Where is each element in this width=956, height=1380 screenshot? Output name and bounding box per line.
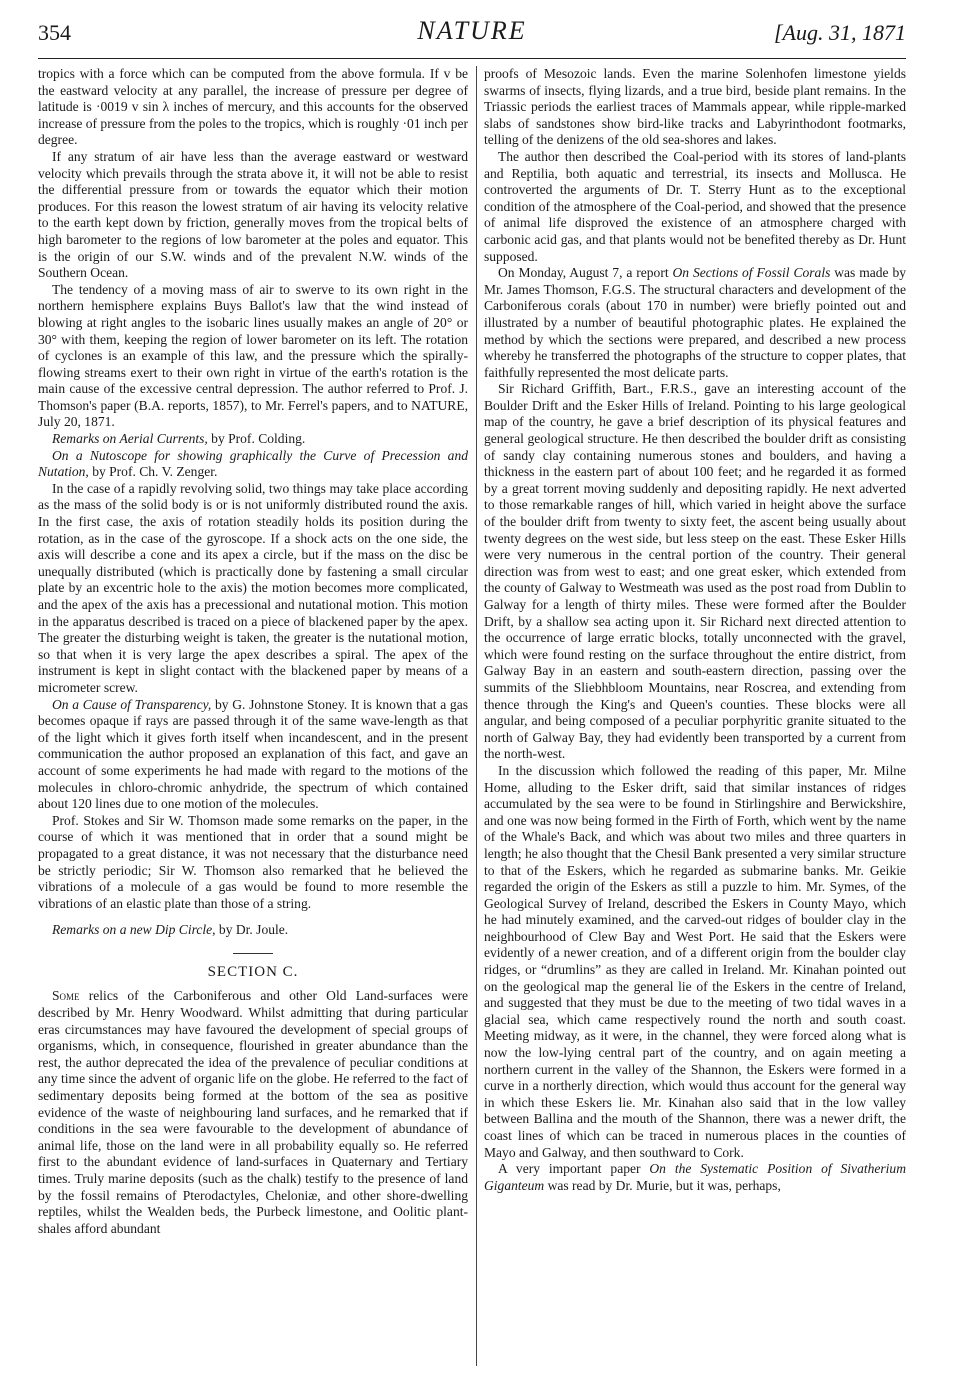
paper-title: Remarks on Aerial Currents,	[52, 431, 208, 447]
paragraph-text: by G. Johnstone Stoney. It is known that a gas becomes opaque if rays are passed through it of the same wave-length as that of the light which it gives forth itself when incandescent, and in the present communication the author proposed an explanation of this fact, and gave an account of some experiments he had made with regard to the motions of the molecules in chloro-chromic anhydride, the spectrum of which contained about 120 lines due to one motion of the molecules.	[38, 696, 468, 812]
page-number: 354	[38, 20, 71, 45]
paragraph	[38, 697, 468, 813]
paragraph: Sir Richard Griffith, Bart., F.R.S., gave an interesting account of the Boulder Drift and the Esker Hills of Ireland. Pointing to his large geological map of the country, he gave a brief description of its physical features and general geological structure. He then described the boulder drift as consisting of sandy clay containing numerous stones and boulders, and having a thickness in the eastern part of about 100 feet; and he regarded it as formed by a great torrent moving suddenly and depositing rapidly. He next adverted to those remarkable ranges of hill, which varied in height above the surface of the boulder drift from twenty to sixty feet, the ascent being usually about twenty degrees on the west side, but less steep on the east. These Esker Hills were very numerous in the central portion of the country. Their general direction was from west to east; and one great esker, which extended from the county of Galway to Westmeath was used as the post road from Dublin to Galway for a length of thirty miles. These were formed after the Boulder Drift, by a shallow sea acting upon it. Sir Richard next directed attention to the occurrence of large erratic blocks, totally unconnected with the gravel, which were found resting on the surface throughout the entire district, from Galway Bay in an eastern and south-eastern direction, passing over the summits of the Sliebhbloom Mountains, near Roscrea, and extending from thence through the King's and Queen's counties. These blocks were all angular, and being composed of a peculiar porphyritic granite situated to the north of Galway Bay, they had evidently been transported by a current from the north-west.	[484, 381, 906, 762]
paragraph	[484, 265, 906, 381]
paper-author: by Prof. Ch. V. Zenger.	[88, 464, 218, 480]
paper-title-entry	[38, 448, 468, 481]
paragraph-text: relics of the Carboniferous and other Old Land-surfaces were described by Mr. Henry Woodward. Whilst admitting that during particular eras circumstances may have favoured the development of special groups of organisms, which, in consequence, flourished in greater abundance than the rest, the author deprecated the idea of the prevalence of peculiar conditions at any time since the advent of organic life on the globe. He referred to the fact of sedimentary deposits being formed at the bottom of the sea as positive evidence of the waste of neighbouring land surfaces, and he remarked that if conditions in the sea were favourable to the development of abundance of animal life, those on the land were in all probability equally so. He referred first to the abundant evidence of land-surfaces in Quaternary and Tertiary times. Truly marine deposits (such as the chalk) testify to the presence of land by the fossil remains of Pterodactyles, Cheloniæ, and other shore-dwelling reptiles, whilst the Wealden beds, the Purbeck limestone, and Oolitic plant-shales afford abundant	[38, 988, 468, 1236]
issue-date: [Aug. 31, 1871	[774, 20, 906, 45]
section-rule	[233, 953, 273, 954]
paragraph-text: was made by Mr. James Thomson, F.G.S. The structural characters and development of the Carboniferous corals (about 170 in number) were briefly pointed out and illustrated by a number of beautiful photographic plates. He explained the method by which the sections were prepared, and described a new process whereby he transferred the photographs of the structure to copper plates, that faithfully represented the most delicate parts.	[484, 265, 906, 380]
paragraph: proofs of Mesozoic lands. Even the marine Solenhofen limestone yields swarms of insects, flying lizards, and a true bird, beside plant remains. In the Triassic periods the earliest traces of Mammals appear, while ripple-marked slabs of sandstones show bird-like tracks and Labyrinthodont footmarks, telling of the denizens of the old sea-shores and lakes.	[484, 66, 906, 148]
paper-author: by Dr. Joule.	[215, 922, 289, 938]
paper-title: On a Nutoscope for showing graphically the Curve of Precession and Nutation,	[38, 447, 468, 480]
paragraph: Prof. Stokes and Sir W. Thomson made some remarks on the paper, in the course of which it was mentioned that in order that a sound might be propagated to a great distance, it was not necessary that the disturbance need be strictly periodic; Sir W. Thomson also remarked that he believed the vibrations of a molecule of a gas would be found to more resemble the vibrations of an elastic plate than those of a string.	[38, 812, 468, 911]
paper-title: On a Cause of Transparency,	[52, 696, 212, 712]
paragraph: The tendency of a moving mass of air to swerve to its own right in the northern hemisphere explains Buys Ballot's law that the wind instead of blowing at right angles to the isobaric lines usually makes an angle of 20° or 30° with them, keeping the region of lower barometer on its left. The rotation of cyclones is an example of this law, and the pressure which the spirally-flowing streams exert to their own right in virtue of the earth's rotation is the main cause of the excessive central depression. The author referred to Prof. J. Thomson's paper (B.A. reports, 1857), to Mr. Ferrel's papers, and to NATURE, July 20, 1871.	[38, 281, 468, 430]
paragraph: In the case of a rapidly revolving solid, two things may take place according as the mass of the solid body is or is not uniformly distributed round the axis. In the first case, the axis of rotation steadily holds its position during the rotation, as in the case of the gyroscope. If a shock acts on the one side, the axis will describe a cone and its apex a circle, but if the mass on the disc be unequally distributed (which is practically done by fastening a small circular plate by an excentric hole to the axis) the motion becomes more complicated, and the apex of the axis has a precessional and nutational motion. This motion in the apparatus described is traced on a piece of blackened paper by the apex. The greater the disturbing weight is taken, the greater is the nutational motion, so that when it is very large the apex describes a spiral. The apex of the instrument is kept in slight contact with the blackened paper by means of a micrometer screw.	[38, 480, 468, 695]
paper-title: On Sections of Fossil Corals	[672, 265, 831, 281]
drop-word: Some	[52, 988, 80, 1004]
paragraph-text: A very important paper	[498, 1161, 650, 1177]
paper-title: Remarks on a new Dip Circle,	[52, 922, 216, 938]
paper-author: by Prof. Colding.	[207, 431, 306, 447]
paragraph: In the discussion which followed the reading of this paper, Mr. Milne Home, alluding to the Esker drift, said that similar instances of ridges accumulated by the sea were to be found in Stirlingshire and Berwickshire, and one was now being formed in the Firth of Forth, which went by the name of the Whale's Back, and which was about two miles and three quarters in length; he also thought that the Chesil Bank presented a very similar structure to that of the Eskers, which he regarded as submarine banks. Mr. Geikie regarded the origin of the Eskers as still a puzzle to him. Mr. Symes, of the Geological Survey of Ireland, described the Eskers in County Mayo, which he had minutely examined, and the carved-out ridges of boulder clay in the neighbourhood of Clew Bay and West Port. He said that the Eskers were evidently of a newer creation, and of a different origin from the boulder clay ridges, or “drumlins” as they are called in Ireland. Mr. Kinahan pointed out on the geological map the general lie of the Eskers in the centre of Ireland, and suggested that they must be due to the meeting of two tidal waves in a glacial sea, which came respectively round the north and south coast. Meeting midway, as it were, in the channel, they were forced along what is now the low-lying central part of the country, and on again meeting a northern current in the valley of the Shannon, the Eskers were formed in a curve in a northerly direction, which would thus account for the general way in which these Eskers lie. Mr. Kinahan also said that in the low valley between Ballina and the mouth of the Shannon, there was a newer drift, the coast lines of which can be traced in numerous places in the counties of Mayo and Galway, and then southward to Cork.	[484, 762, 906, 1160]
page-header	[38, 16, 906, 50]
column-divider	[476, 66, 477, 1366]
paper-title: On the Systematic Position of Sivatherium Giganteum	[484, 1161, 906, 1193]
journal-title: NATURE	[417, 16, 527, 45]
header-rule	[38, 58, 906, 59]
paragraph	[484, 1161, 906, 1194]
paragraph: If any stratum of air have less than the average eastward or westward velocity which prevails through the strata above it, it will not be able to resist the differential pressure from or towards the equator which their motion produces. For this reason the lowest stratum of air having its velocity relative to the earth kept down by friction, generally moves from the tropical belts of high barometer to the regions of low barometer at the poles and equator. This is the origin of our S.W. winds and of the prevalent N.W. winds of the Southern Ocean.	[38, 148, 468, 281]
paragraph	[38, 988, 468, 1237]
paper-title-entry	[38, 431, 468, 448]
right-column	[484, 66, 906, 1366]
paragraph: tropics with a force which can be computed from the above formula. If v be the eastward velocity at any parallel, the increase of pressure per degree of latitude is ·0019 v sin λ inches of mercury, and this accounts for the observed increase of pressure from the poles to the tropics, which is roughly ·01 inch per degree.	[38, 66, 468, 148]
paper-title-entry	[38, 922, 468, 939]
paragraph: The author then described the Coal-period with its stores of land-plants and Reptilia, both aquatic and terrestrial, its insects and Mollusca. He controverted the arguments of Dr. T. Sterry Hunt as to the exceptional condition of the atmosphere of the Coal-period, and showed that the presence of animal life disproved the existence of an atmosphere charged with carbonic acid gas, and that plants would not be benefited thereby as Dr. Hunt supposed.	[484, 148, 906, 264]
left-column	[38, 66, 468, 1366]
paragraph-text: On Monday, August 7, a report	[498, 265, 673, 281]
section-heading: SECTION C.	[207, 963, 299, 980]
paragraph-text: was read by Dr. Murie, but it was, perhaps,	[544, 1177, 781, 1193]
